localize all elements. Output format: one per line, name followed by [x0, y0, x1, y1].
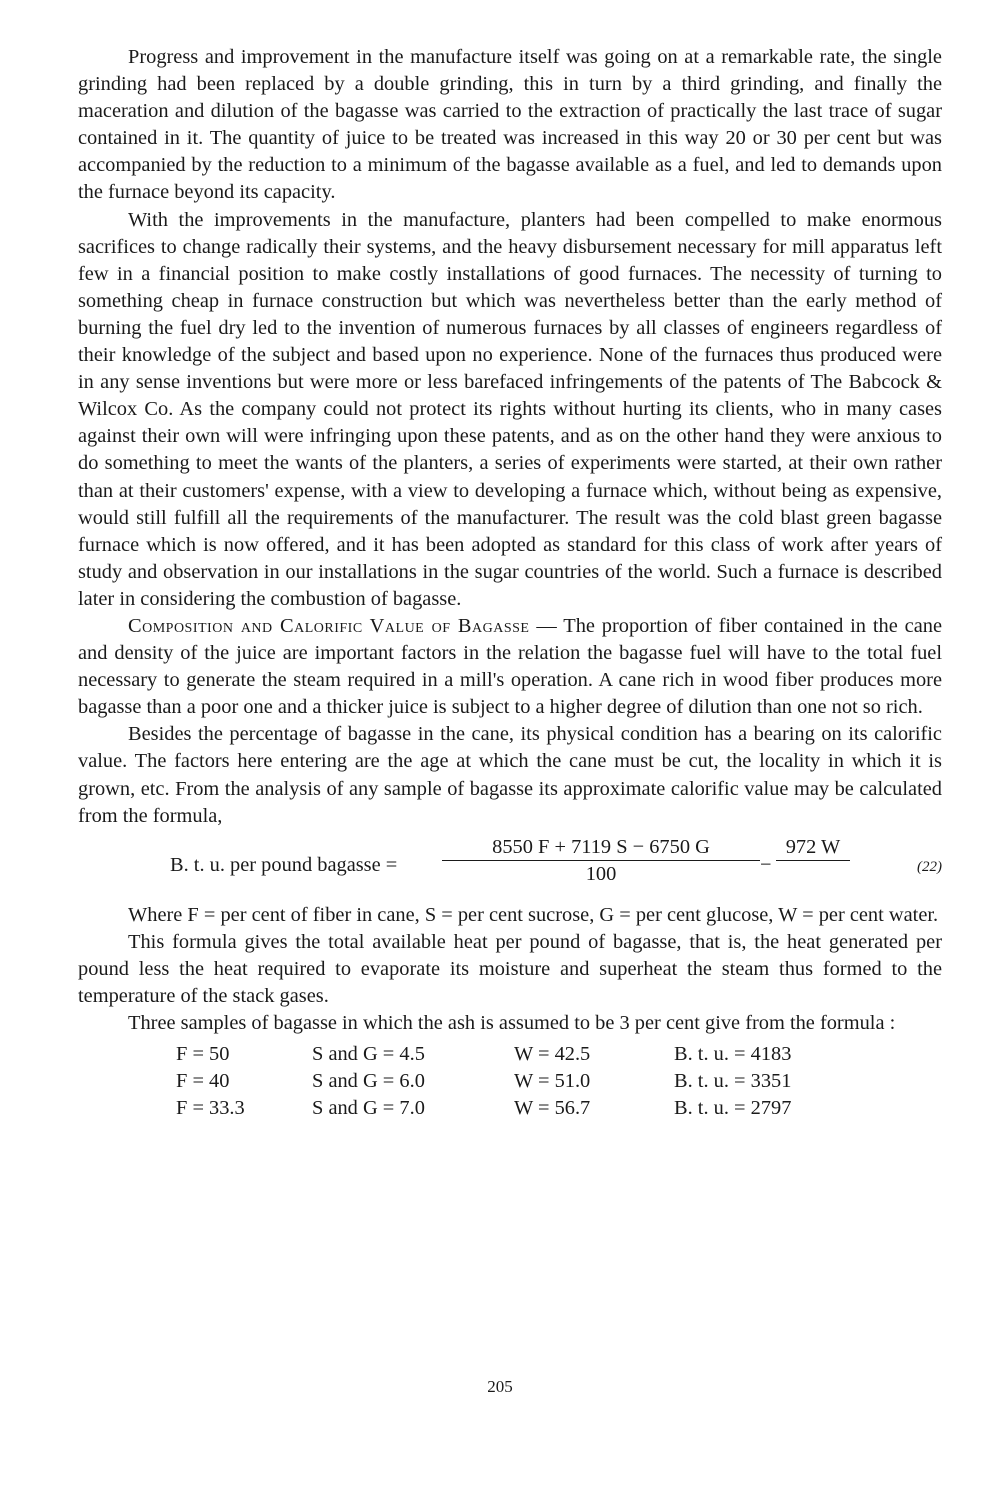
formula-minus: −: [760, 853, 772, 876]
sample-btu: B. t. u. = 2797: [674, 1097, 792, 1120]
formula-definitions: Where F = per cent of fiber in cane, S = per cent sucrose, G = per cent glucose, W = per cent water.: [128, 903, 939, 926]
page-body: [78, 44, 942, 1122]
section-dash: —: [529, 614, 564, 637]
paragraph-calorific-value: Besides the percentage of bagasse in the cane, its physical condition has a bearing on its calorific value. The factors here entering are the age at which the cane must be cut, the locality in which it is grown, etc. From the analysis of any sample of bagasse its approximate calorific value may be calculated from the formula,: [78, 723, 942, 827]
paragraph-planters-furnaces: With the improvements in the manufacture, planters had been compelled to make enormous sacrifices to change radically their systems, and the heavy disbursement necessary for mill apparatus left few in a financial position to make costly installations of good furnaces. The necessity of turning to something cheap in furnace construction but which was nevertheless better than the early method of burning the fuel dry led to the invention of numerous furnaces by all classes of engineers regardless of their knowledge of the subject and based upon no experience. None of the furnaces thus produced were in any sense inventions but were more or less barefaced infringements of the patents of The Babcock & Wilcox Co. As the company could not protect its rights without hurting its clients, who in many cases against their own will were infringing upon these patents, and as on the other hand they were anxious to do something to meet the wants of the planters, a series of experiments were started, at their own rather than at their customers' expense, with a view to developing a furnace which, without being as expensive, would still fulfill all the requirements of the manufacturer. The result was the cold blast green bagasse furnace which is now offered, and it has been adopted as standard for this class of work after years of study and observation in our installations in the sugar countries of the world. Such a furnace is described later in considering the combustion of bagasse.: [78, 208, 942, 610]
samples-table: [176, 1041, 854, 1122]
section-heading: Composition and Calorific Value of Bagasse: [128, 614, 530, 637]
table-row: [176, 1095, 854, 1122]
formula-main-fraction: [442, 834, 760, 887]
formula-denominator: 100: [585, 862, 617, 885]
formula-lhs: B. t. u. per pound bagasse =: [170, 853, 398, 876]
sample-sucrose-glucose: S and G = 4.5: [312, 1043, 425, 1066]
paragraph-formula-note: This formula gives the total available heat per pound of bagasse, that is, the heat generated per pound less the heat required to evaporate its moisture and superheat the steam thus formed to the temperature of the stack gases.: [78, 930, 942, 1007]
equation-number: (22): [917, 858, 942, 875]
sample-sucrose-glucose: S and G = 6.0: [312, 1070, 425, 1093]
table-row: [176, 1041, 854, 1068]
page-number: 205: [487, 1377, 513, 1396]
sample-fiber: F = 50: [176, 1043, 230, 1066]
sample-fiber: F = 33.3: [176, 1097, 245, 1120]
paragraph-manufacture-progress: Progress and improvement in the manufacture itself was going on at a remarkable rate, the single grinding had been replaced by a double grinding, this in turn by a third grinding, and finally the maceration and dilution of the bagasse was carried to the extraction of practically the last trace of sugar contained in it. The quantity of juice to be treated was increased in this way 20 or 30 per cent but was accompanied by the reduction to a minimum of the bagasse available as a fuel, and led to demands upon the furnace beyond its capacity.: [78, 46, 942, 204]
formula-22: [78, 835, 942, 896]
formula-numerator: 8550 F + 7119 S − 6750 G: [442, 834, 760, 861]
sample-fiber: F = 40: [176, 1070, 230, 1093]
paragraph-samples-intro: Three samples of bagasse in which the ash is assumed to be 3 per cent give from the formula :: [128, 1012, 896, 1035]
section-composition: [78, 613, 942, 721]
sample-btu: B. t. u. = 3351: [674, 1070, 792, 1093]
formula-water-numerator: 972 W: [776, 834, 850, 861]
sample-btu: B. t. u. = 4183: [674, 1043, 792, 1066]
sample-water: W = 56.7: [514, 1097, 591, 1120]
sample-water: W = 42.5: [514, 1043, 591, 1066]
formula-water-term: [776, 834, 850, 861]
section-text: The proportion of fiber contained in the cane and density of the juice are important factors in the relation the bagasse fuel will have to the total fuel necessary to generate the steam required in a mill's operation. A cane rich in wood fiber produces more bagasse than a poor one and a thicker juice is subject to a higher degree of dilution than one not so rich.: [78, 614, 943, 719]
sample-sucrose-glucose: S and G = 7.0: [312, 1097, 425, 1120]
table-row: [176, 1068, 854, 1095]
sample-water: W = 51.0: [514, 1070, 591, 1093]
